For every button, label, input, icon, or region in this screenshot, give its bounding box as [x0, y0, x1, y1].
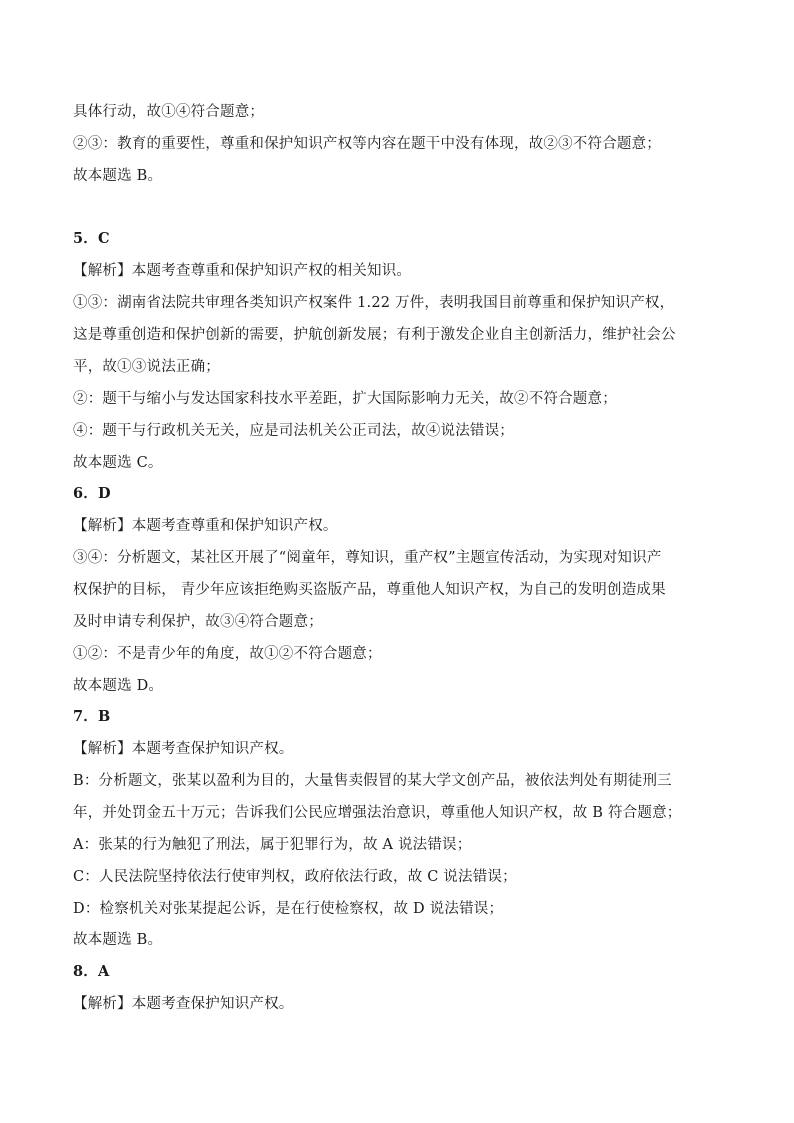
text-line: 年，并处罚金五十万元；告诉我们公民应增强法治意识，尊重他人知识产权，故 B 符合题意；	[73, 805, 682, 821]
text-line: ②：题干与缩小与发达国家科技水平差距，扩大国际影响力无关，故②不符合题意；	[73, 391, 617, 407]
text-line: D：检察机关对张某提起公诉，是在行使检察权，故 D 说法错误；	[73, 901, 504, 917]
analysis-heading: 【解析】本题考查保护知识产权。	[73, 996, 294, 1012]
analysis-heading: 【解析】本题考查保护知识产权。	[73, 741, 294, 757]
text-line: ②③：教育的重要性，尊重和保护知识产权等内容在题干中没有体现，故②③不符合题意；	[73, 136, 661, 152]
question-number: 6．D	[73, 485, 111, 502]
text-line: 具体行动，故①④符合题意；	[73, 104, 265, 120]
text-line: ①②：不是青少年的角度，故①②不符合题意；	[73, 646, 382, 662]
text-line: ①③：湖南省法院共审理各类知识产权案件 1.22 万件，表明我国目前尊重和保护知识产权，	[73, 295, 675, 311]
text-line: 故本题选 B。	[73, 932, 163, 948]
text-line: 权保护的目标， 青少年应该拒绝购买盗版产品，尊重他人知识产权，为自己的发明创造成果	[73, 582, 666, 598]
question-number: 8．A	[73, 963, 110, 980]
text-line: B：分析题文，张某以盈利为目的，大量售卖假冒的某大学文创产品，被依法判处有期徒刑三	[73, 773, 672, 789]
text-line: 故本题选 D。	[73, 678, 164, 694]
text-line: ④：题干与行政机关无关，应是司法机关公正司法，故④说法错误；	[73, 423, 514, 439]
text-line: 这是尊重创造和保护创新的需要，护航创新发展；有利于激发企业自主创新活力，维护社会公	[73, 327, 676, 343]
analysis-heading: 【解析】本题考查尊重和保护知识产权的相关知识。	[73, 263, 412, 279]
text-line: A：张某的行为触犯了刑法，属于犯罪行为，故 A 说法错误；	[73, 837, 472, 853]
text-line: 故本题选 B。	[73, 168, 163, 184]
text-line: 故本题选 C。	[73, 455, 163, 471]
question-number: 7．B	[73, 708, 111, 725]
text-line: ③④：分析题文，某社区开展了“阅童年，尊知识，重产权”主题宣传活动，为实现对知识产	[73, 550, 662, 566]
analysis-heading: 【解析】本题考查尊重和保护知识产权。	[73, 518, 338, 534]
text-line: 及时申请专利保护，故③④符合题意；	[73, 614, 323, 630]
text-line: 平，故①③说法正确；	[73, 359, 220, 375]
question-number: 5．C	[73, 230, 110, 247]
text-line: C：人民法院坚持依法行使审判权，政府依法行政，故 C 说法错误；	[73, 869, 517, 885]
